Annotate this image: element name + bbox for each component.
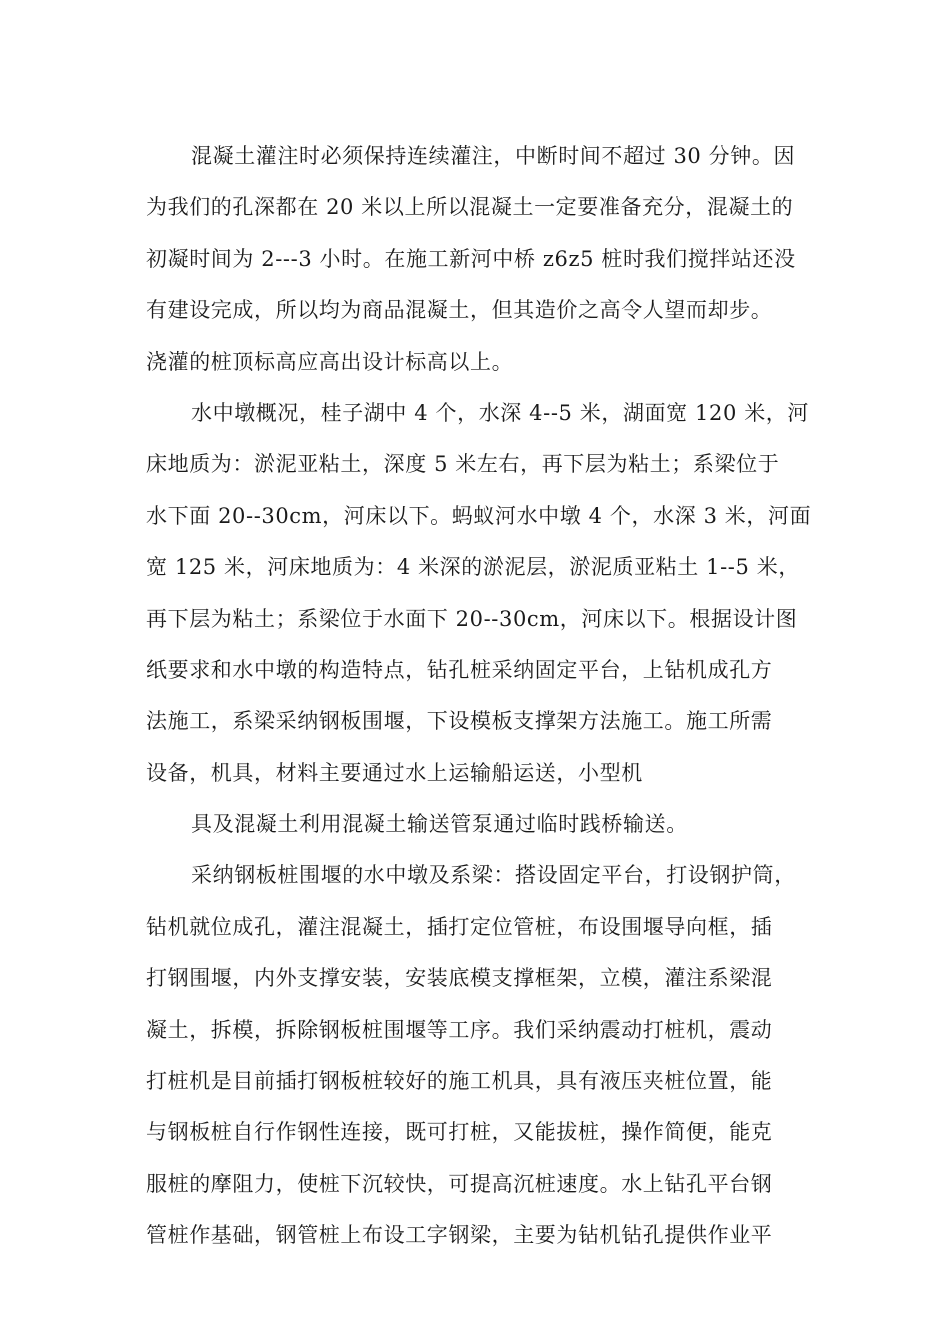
paragraph-line: 与钢板桩自行作钢性连接，既可打桩，又能拔桩，操作简便，能克 bbox=[146, 1120, 773, 1145]
paragraph-line: 浇灌的桩顶标高应高出设计标高以上。 bbox=[146, 349, 514, 374]
paragraph-line: 钻机就位成孔，灌注混凝土，插打定位管桩，布设围堰导向框，插 bbox=[146, 914, 773, 939]
paragraph-line: 管桩作基础，钢管桩上布设工字钢梁，主要为钻机钻孔提供作业平 bbox=[146, 1223, 773, 1248]
paragraph-line: 服桩的摩阻力，使桩下沉较快，可提高沉桩速度。水上钻孔平台钢 bbox=[146, 1171, 773, 1196]
paragraph-line: 有建设完成，所以均为商品混凝土，但其造价之高令人望而却步。 bbox=[146, 298, 773, 323]
paragraph-line: 采纳钢板桩围堰的水中墩及系梁：搭设固定平台，打设钢护筒， bbox=[191, 863, 796, 888]
paragraph-line: 水下面 20--30cm，河床以下。蚂蚁河水中墩 4 个，水深 3 米，河面 bbox=[146, 503, 812, 528]
paragraph-line: 为我们的孔深都在 20 米以上所以混凝土一定要准备充分，混凝土的 bbox=[146, 195, 794, 220]
paragraph-line: 纸要求和水中墩的构造特点，钻孔桩采纳固定平台，上钻机成孔方 bbox=[146, 657, 773, 682]
paragraph-line: 初凝时间为 2---3 小时。在施工新河中桥 z6z5 桩时我们搅拌站还没 bbox=[146, 246, 796, 271]
paragraph-line: 打桩机是目前插打钢板桩较好的施工机具，具有液压夹桩位置，能 bbox=[146, 1069, 773, 1094]
paragraph-line: 床地质为：淤泥亚粘土，深度 5 米左右，再下层为粘土；系梁位于 bbox=[146, 452, 780, 477]
paragraph-line: 打钢围堰，内外支撑安装，安装底模支撑框架，立模，灌注系梁混 bbox=[146, 966, 773, 991]
paragraph-line: 具及混凝土利用混凝土输送管泵通过临时践桥输送。 bbox=[191, 812, 688, 837]
paragraph-line: 凝土，拆模，拆除钢板桩围堰等工序。我们采纳震动打桩机，震动 bbox=[146, 1017, 773, 1042]
paragraph-line: 再下层为粘土；系梁位于水面下 20--30cm，河床以下。根据设计图 bbox=[146, 606, 798, 631]
document-body bbox=[146, 131, 826, 1262]
paragraph-line: 宽 125 米，河床地质为：4 米深的淤泥层，淤泥质亚粘土 1--5 米， bbox=[146, 555, 800, 580]
paragraph-line: 混凝土灌注时必须保持连续灌注，中断时间不超过 30 分钟。因 bbox=[191, 144, 796, 168]
paragraph-line: 水中墩概况，桂子湖中 4 个，水深 4--5 米，湖面宽 120 米，河 bbox=[191, 400, 810, 425]
paragraph-line: 法施工，系梁采纳钢板围堰，下设模板支撑架方法施工。施工所需 bbox=[146, 709, 773, 734]
paragraph-line: 设备，机具，材料主要通过水上运输船运送，小型机 bbox=[146, 760, 643, 785]
